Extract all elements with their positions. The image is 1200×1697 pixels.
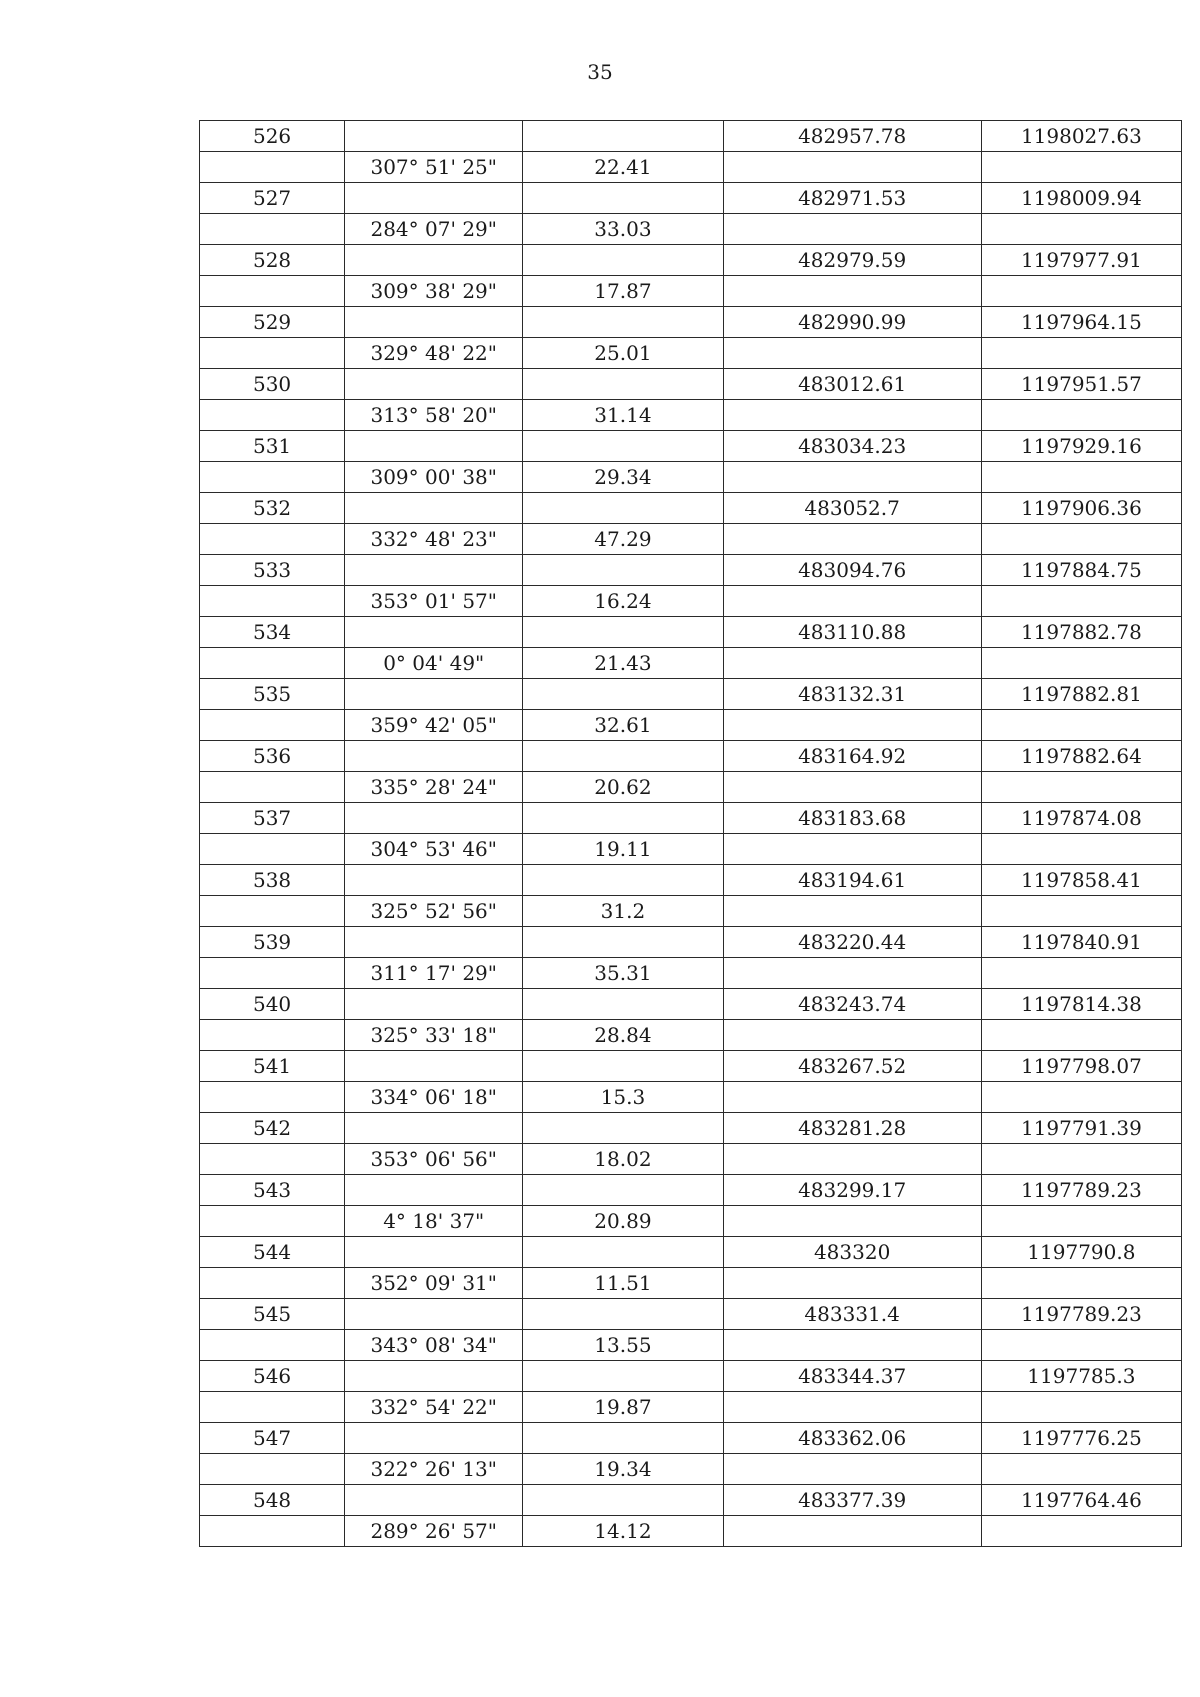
northing-cell: 483320 bbox=[723, 1237, 981, 1268]
northing-cell bbox=[723, 462, 981, 493]
bearing-cell bbox=[345, 617, 523, 648]
point-number-cell: 540 bbox=[200, 989, 345, 1020]
distance-cell: 33.03 bbox=[523, 214, 723, 245]
table-row bbox=[200, 121, 1182, 152]
bearing-cell bbox=[345, 555, 523, 586]
bearing-cell bbox=[345, 989, 523, 1020]
bearing-cell bbox=[345, 369, 523, 400]
distance-cell: 20.89 bbox=[523, 1206, 723, 1237]
table-row bbox=[200, 276, 1182, 307]
table-row bbox=[200, 1392, 1182, 1423]
easting-cell bbox=[981, 1330, 1181, 1361]
point-number-cell: 534 bbox=[200, 617, 345, 648]
distance-cell: 47.29 bbox=[523, 524, 723, 555]
northing-cell: 483281.28 bbox=[723, 1113, 981, 1144]
bearing-cell: 334° 06' 18" bbox=[345, 1082, 523, 1113]
table-row bbox=[200, 1144, 1182, 1175]
northing-cell: 482979.59 bbox=[723, 245, 981, 276]
table-row bbox=[200, 369, 1182, 400]
table-row bbox=[200, 431, 1182, 462]
point-number-cell: 538 bbox=[200, 865, 345, 896]
point-number-cell bbox=[200, 896, 345, 927]
distance-cell bbox=[523, 183, 723, 214]
easting-cell: 1197906.36 bbox=[981, 493, 1181, 524]
bearing-cell: 304° 53' 46" bbox=[345, 834, 523, 865]
distance-cell: 11.51 bbox=[523, 1268, 723, 1299]
bearing-cell: 343° 08' 34" bbox=[345, 1330, 523, 1361]
easting-cell bbox=[981, 152, 1181, 183]
easting-cell bbox=[981, 1516, 1181, 1547]
table-row bbox=[200, 307, 1182, 338]
table-row bbox=[200, 1268, 1182, 1299]
table-row bbox=[200, 1082, 1182, 1113]
northing-cell bbox=[723, 834, 981, 865]
northing-cell bbox=[723, 586, 981, 617]
northing-cell: 483362.06 bbox=[723, 1423, 981, 1454]
bearing-cell: 332° 54' 22" bbox=[345, 1392, 523, 1423]
table-row bbox=[200, 214, 1182, 245]
northing-cell bbox=[723, 214, 981, 245]
distance-cell: 16.24 bbox=[523, 586, 723, 617]
distance-cell bbox=[523, 555, 723, 586]
northing-cell: 483164.92 bbox=[723, 741, 981, 772]
easting-cell: 1197840.91 bbox=[981, 927, 1181, 958]
bearing-cell: 335° 28' 24" bbox=[345, 772, 523, 803]
distance-cell: 17.87 bbox=[523, 276, 723, 307]
table-row bbox=[200, 183, 1182, 214]
northing-cell bbox=[723, 1516, 981, 1547]
table-row bbox=[200, 772, 1182, 803]
northing-cell: 483094.76 bbox=[723, 555, 981, 586]
point-number-cell: 535 bbox=[200, 679, 345, 710]
point-number-cell bbox=[200, 462, 345, 493]
point-number-cell bbox=[200, 1516, 345, 1547]
northing-cell: 483183.68 bbox=[723, 803, 981, 834]
easting-cell bbox=[981, 1206, 1181, 1237]
northing-cell bbox=[723, 1020, 981, 1051]
easting-cell: 1197791.39 bbox=[981, 1113, 1181, 1144]
table-row bbox=[200, 462, 1182, 493]
distance-cell bbox=[523, 617, 723, 648]
table-row bbox=[200, 555, 1182, 586]
distance-cell bbox=[523, 1423, 723, 1454]
point-number-cell: 526 bbox=[200, 121, 345, 152]
northing-cell: 482990.99 bbox=[723, 307, 981, 338]
northing-cell bbox=[723, 1268, 981, 1299]
table-row bbox=[200, 1051, 1182, 1082]
distance-cell: 28.84 bbox=[523, 1020, 723, 1051]
easting-cell: 1197789.23 bbox=[981, 1175, 1181, 1206]
point-number-cell bbox=[200, 958, 345, 989]
bearing-cell: 332° 48' 23" bbox=[345, 524, 523, 555]
northing-cell bbox=[723, 338, 981, 369]
northing-cell: 483220.44 bbox=[723, 927, 981, 958]
bearing-cell: 309° 00' 38" bbox=[345, 462, 523, 493]
table-row bbox=[200, 400, 1182, 431]
point-number-cell: 543 bbox=[200, 1175, 345, 1206]
bearing-cell bbox=[345, 1361, 523, 1392]
northing-cell: 483267.52 bbox=[723, 1051, 981, 1082]
table-row bbox=[200, 1206, 1182, 1237]
distance-cell bbox=[523, 865, 723, 896]
bearing-cell bbox=[345, 1485, 523, 1516]
northing-cell: 482971.53 bbox=[723, 183, 981, 214]
table-row bbox=[200, 1516, 1182, 1547]
distance-cell: 13.55 bbox=[523, 1330, 723, 1361]
table-body bbox=[200, 121, 1182, 1547]
northing-cell: 483299.17 bbox=[723, 1175, 981, 1206]
point-number-cell bbox=[200, 1268, 345, 1299]
distance-cell bbox=[523, 493, 723, 524]
distance-cell bbox=[523, 1175, 723, 1206]
northing-cell bbox=[723, 1082, 981, 1113]
northing-cell bbox=[723, 276, 981, 307]
point-number-cell bbox=[200, 1206, 345, 1237]
point-number-cell: 547 bbox=[200, 1423, 345, 1454]
easting-cell: 1197882.78 bbox=[981, 617, 1181, 648]
bearing-cell bbox=[345, 1113, 523, 1144]
easting-cell bbox=[981, 462, 1181, 493]
easting-cell bbox=[981, 958, 1181, 989]
table-row bbox=[200, 1175, 1182, 1206]
bearing-cell bbox=[345, 245, 523, 276]
northing-cell: 483132.31 bbox=[723, 679, 981, 710]
distance-cell bbox=[523, 1237, 723, 1268]
point-number-cell bbox=[200, 1330, 345, 1361]
easting-cell: 1197977.91 bbox=[981, 245, 1181, 276]
bearing-cell: 325° 52' 56" bbox=[345, 896, 523, 927]
distance-cell: 25.01 bbox=[523, 338, 723, 369]
bearing-cell bbox=[345, 493, 523, 524]
bearing-cell: 353° 06' 56" bbox=[345, 1144, 523, 1175]
bearing-cell: 329° 48' 22" bbox=[345, 338, 523, 369]
northing-cell: 483012.61 bbox=[723, 369, 981, 400]
point-number-cell: 530 bbox=[200, 369, 345, 400]
point-number-cell: 532 bbox=[200, 493, 345, 524]
table-row bbox=[200, 741, 1182, 772]
distance-cell bbox=[523, 1361, 723, 1392]
northing-cell bbox=[723, 400, 981, 431]
easting-cell bbox=[981, 1392, 1181, 1423]
table-row bbox=[200, 1299, 1182, 1330]
easting-cell: 1198009.94 bbox=[981, 183, 1181, 214]
point-number-cell: 528 bbox=[200, 245, 345, 276]
point-number-cell: 545 bbox=[200, 1299, 345, 1330]
point-number-cell bbox=[200, 834, 345, 865]
northing-cell bbox=[723, 772, 981, 803]
point-number-cell bbox=[200, 1020, 345, 1051]
point-number-cell: 544 bbox=[200, 1237, 345, 1268]
bearing-cell bbox=[345, 927, 523, 958]
bearing-cell bbox=[345, 1175, 523, 1206]
easting-cell: 1197764.46 bbox=[981, 1485, 1181, 1516]
bearing-cell bbox=[345, 1423, 523, 1454]
point-number-cell: 529 bbox=[200, 307, 345, 338]
easting-cell: 1197789.23 bbox=[981, 1299, 1181, 1330]
easting-cell: 1197790.8 bbox=[981, 1237, 1181, 1268]
easting-cell bbox=[981, 400, 1181, 431]
bearing-cell: 353° 01' 57" bbox=[345, 586, 523, 617]
bearing-cell: 289° 26' 57" bbox=[345, 1516, 523, 1547]
northing-cell bbox=[723, 896, 981, 927]
table-row bbox=[200, 338, 1182, 369]
easting-cell bbox=[981, 772, 1181, 803]
table-row bbox=[200, 989, 1182, 1020]
bearing-cell bbox=[345, 121, 523, 152]
distance-cell: 32.61 bbox=[523, 710, 723, 741]
bearing-cell bbox=[345, 803, 523, 834]
point-number-cell bbox=[200, 152, 345, 183]
table-row bbox=[200, 152, 1182, 183]
point-number-cell: 541 bbox=[200, 1051, 345, 1082]
northing-cell bbox=[723, 710, 981, 741]
point-number-cell bbox=[200, 276, 345, 307]
bearing-cell bbox=[345, 431, 523, 462]
distance-cell bbox=[523, 1299, 723, 1330]
easting-cell bbox=[981, 338, 1181, 369]
point-number-cell bbox=[200, 1082, 345, 1113]
easting-cell: 1197882.64 bbox=[981, 741, 1181, 772]
bearing-cell: 325° 33' 18" bbox=[345, 1020, 523, 1051]
table-row bbox=[200, 1454, 1182, 1485]
bearing-cell: 322° 26' 13" bbox=[345, 1454, 523, 1485]
easting-cell: 1197964.15 bbox=[981, 307, 1181, 338]
distance-cell bbox=[523, 307, 723, 338]
point-number-cell bbox=[200, 1392, 345, 1423]
point-number-cell: 548 bbox=[200, 1485, 345, 1516]
distance-cell: 20.62 bbox=[523, 772, 723, 803]
point-number-cell: 542 bbox=[200, 1113, 345, 1144]
distance-cell: 18.02 bbox=[523, 1144, 723, 1175]
point-number-cell: 546 bbox=[200, 1361, 345, 1392]
distance-cell: 35.31 bbox=[523, 958, 723, 989]
easting-cell: 1197814.38 bbox=[981, 989, 1181, 1020]
easting-cell: 1197884.75 bbox=[981, 555, 1181, 586]
easting-cell: 1197785.3 bbox=[981, 1361, 1181, 1392]
point-number-cell: 539 bbox=[200, 927, 345, 958]
bearing-cell: 313° 58' 20" bbox=[345, 400, 523, 431]
point-number-cell bbox=[200, 772, 345, 803]
easting-cell bbox=[981, 524, 1181, 555]
bearing-cell: 352° 09' 31" bbox=[345, 1268, 523, 1299]
northing-cell bbox=[723, 1392, 981, 1423]
distance-cell: 19.11 bbox=[523, 834, 723, 865]
easting-cell: 1197798.07 bbox=[981, 1051, 1181, 1082]
table-row bbox=[200, 1361, 1182, 1392]
bearing-cell: 309° 38' 29" bbox=[345, 276, 523, 307]
easting-cell bbox=[981, 1020, 1181, 1051]
table-row bbox=[200, 958, 1182, 989]
point-number-cell bbox=[200, 214, 345, 245]
easting-cell bbox=[981, 834, 1181, 865]
bearing-cell bbox=[345, 1237, 523, 1268]
table-row bbox=[200, 1020, 1182, 1051]
survey-coordinates-table bbox=[199, 120, 1182, 1547]
point-number-cell: 531 bbox=[200, 431, 345, 462]
table-row bbox=[200, 524, 1182, 555]
table-row bbox=[200, 865, 1182, 896]
easting-cell bbox=[981, 896, 1181, 927]
northing-cell bbox=[723, 524, 981, 555]
bearing-cell: 4° 18' 37" bbox=[345, 1206, 523, 1237]
easting-cell bbox=[981, 1144, 1181, 1175]
distance-cell: 19.34 bbox=[523, 1454, 723, 1485]
northing-cell bbox=[723, 1206, 981, 1237]
distance-cell bbox=[523, 927, 723, 958]
easting-cell bbox=[981, 1454, 1181, 1485]
bearing-cell bbox=[345, 679, 523, 710]
distance-cell bbox=[523, 1485, 723, 1516]
point-number-cell bbox=[200, 400, 345, 431]
table-row bbox=[200, 493, 1182, 524]
table-row bbox=[200, 1330, 1182, 1361]
easting-cell bbox=[981, 710, 1181, 741]
table-row bbox=[200, 648, 1182, 679]
distance-cell bbox=[523, 431, 723, 462]
page-number: 35 bbox=[587, 60, 613, 84]
bearing-cell bbox=[345, 1051, 523, 1082]
distance-cell: 31.14 bbox=[523, 400, 723, 431]
northing-cell bbox=[723, 152, 981, 183]
bearing-cell bbox=[345, 1299, 523, 1330]
distance-cell bbox=[523, 1113, 723, 1144]
table-row bbox=[200, 927, 1182, 958]
point-number-cell bbox=[200, 586, 345, 617]
easting-cell: 1197874.08 bbox=[981, 803, 1181, 834]
bearing-cell: 284° 07' 29" bbox=[345, 214, 523, 245]
distance-cell: 15.3 bbox=[523, 1082, 723, 1113]
table-row bbox=[200, 617, 1182, 648]
point-number-cell: 527 bbox=[200, 183, 345, 214]
distance-cell bbox=[523, 245, 723, 276]
easting-cell bbox=[981, 648, 1181, 679]
table-row bbox=[200, 586, 1182, 617]
easting-cell bbox=[981, 276, 1181, 307]
distance-cell bbox=[523, 741, 723, 772]
easting-cell: 1198027.63 bbox=[981, 121, 1181, 152]
table-row bbox=[200, 834, 1182, 865]
table-row bbox=[200, 245, 1182, 276]
point-number-cell bbox=[200, 338, 345, 369]
bearing-cell: 307° 51' 25" bbox=[345, 152, 523, 183]
northing-cell bbox=[723, 648, 981, 679]
northing-cell bbox=[723, 1454, 981, 1485]
northing-cell bbox=[723, 958, 981, 989]
distance-cell bbox=[523, 989, 723, 1020]
point-number-cell bbox=[200, 648, 345, 679]
easting-cell bbox=[981, 586, 1181, 617]
easting-cell: 1197858.41 bbox=[981, 865, 1181, 896]
easting-cell bbox=[981, 1268, 1181, 1299]
easting-cell bbox=[981, 214, 1181, 245]
table-row bbox=[200, 1485, 1182, 1516]
table-row bbox=[200, 710, 1182, 741]
easting-cell: 1197882.81 bbox=[981, 679, 1181, 710]
table-row bbox=[200, 1237, 1182, 1268]
distance-cell bbox=[523, 679, 723, 710]
distance-cell: 22.41 bbox=[523, 152, 723, 183]
distance-cell bbox=[523, 121, 723, 152]
table-row bbox=[200, 1423, 1182, 1454]
bearing-cell bbox=[345, 183, 523, 214]
distance-cell bbox=[523, 1051, 723, 1082]
easting-cell: 1197929.16 bbox=[981, 431, 1181, 462]
northing-cell: 483110.88 bbox=[723, 617, 981, 648]
table-row bbox=[200, 1113, 1182, 1144]
bearing-cell: 0° 04' 49" bbox=[345, 648, 523, 679]
distance-cell bbox=[523, 369, 723, 400]
point-number-cell bbox=[200, 524, 345, 555]
northing-cell: 483344.37 bbox=[723, 1361, 981, 1392]
point-number-cell: 536 bbox=[200, 741, 345, 772]
easting-cell: 1197776.25 bbox=[981, 1423, 1181, 1454]
northing-cell bbox=[723, 1144, 981, 1175]
point-number-cell: 537 bbox=[200, 803, 345, 834]
table-row bbox=[200, 679, 1182, 710]
northing-cell: 483034.23 bbox=[723, 431, 981, 462]
northing-cell: 482957.78 bbox=[723, 121, 981, 152]
bearing-cell bbox=[345, 307, 523, 338]
point-number-cell bbox=[200, 710, 345, 741]
distance-cell: 31.2 bbox=[523, 896, 723, 927]
bearing-cell bbox=[345, 865, 523, 896]
bearing-cell: 311° 17' 29" bbox=[345, 958, 523, 989]
northing-cell: 483052.7 bbox=[723, 493, 981, 524]
point-number-cell bbox=[200, 1454, 345, 1485]
table-row bbox=[200, 896, 1182, 927]
northing-cell bbox=[723, 1330, 981, 1361]
point-number-cell bbox=[200, 1144, 345, 1175]
table-row bbox=[200, 803, 1182, 834]
bearing-cell: 359° 42' 05" bbox=[345, 710, 523, 741]
distance-cell: 21.43 bbox=[523, 648, 723, 679]
distance-cell: 14.12 bbox=[523, 1516, 723, 1547]
northing-cell: 483331.4 bbox=[723, 1299, 981, 1330]
distance-cell bbox=[523, 803, 723, 834]
distance-cell: 19.87 bbox=[523, 1392, 723, 1423]
northing-cell: 483377.39 bbox=[723, 1485, 981, 1516]
northing-cell: 483243.74 bbox=[723, 989, 981, 1020]
easting-cell bbox=[981, 1082, 1181, 1113]
distance-cell: 29.34 bbox=[523, 462, 723, 493]
bearing-cell bbox=[345, 741, 523, 772]
point-number-cell: 533 bbox=[200, 555, 345, 586]
easting-cell: 1197951.57 bbox=[981, 369, 1181, 400]
northing-cell: 483194.61 bbox=[723, 865, 981, 896]
